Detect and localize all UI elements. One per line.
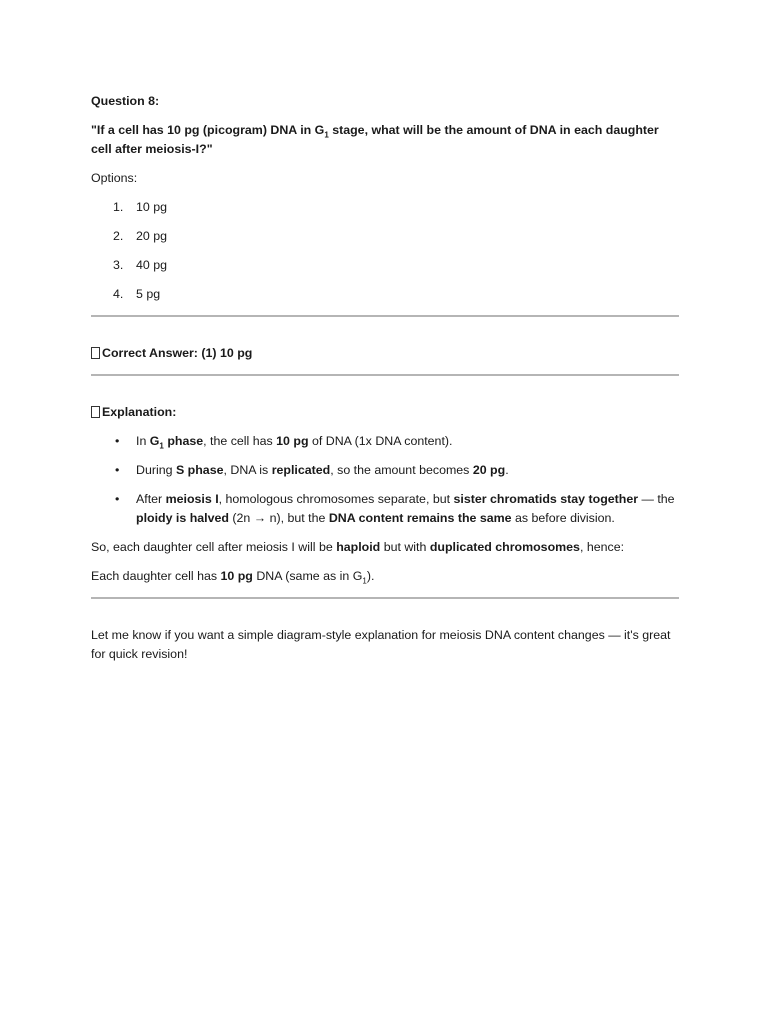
- subscript: 1: [159, 441, 164, 451]
- options-list: [91, 198, 679, 304]
- option-text: 40 pg: [136, 258, 168, 272]
- bullet-dot: •: [115, 463, 120, 477]
- text-run: .: [505, 463, 509, 477]
- final-paragraph: [91, 567, 679, 586]
- bold-run: duplicated chromosomes: [429, 540, 580, 554]
- text-run: DNA (same as in G: [252, 569, 363, 583]
- bold-run: S phase: [175, 463, 224, 477]
- text-run: G: [149, 434, 160, 448]
- text-run: , so the amount becomes: [330, 463, 473, 477]
- option-number: 4.: [113, 287, 124, 301]
- bullet-item: [91, 461, 679, 480]
- text-run: — the: [638, 492, 675, 506]
- text-run: After: [136, 492, 166, 506]
- question-subscript: 1: [324, 130, 329, 140]
- option-item: [91, 227, 679, 246]
- question-text-part: stage, what will be the amount of DNA in each daughter cell after meiosis-I?": [91, 123, 659, 156]
- bullet-item: [91, 490, 679, 528]
- bold-run: 10 pg: [220, 569, 253, 583]
- divider: [91, 315, 679, 317]
- bold-run: haploid: [336, 540, 381, 554]
- explanation-heading-text: Explanation:: [102, 405, 177, 419]
- question-text-part: "If a cell has 10 pg (picogram) DNA in G: [91, 123, 325, 137]
- closing-paragraph: Let me know if you want a simple diagram-style explanation for meiosis DNA content changes — it's great for quick revision!: [91, 628, 671, 661]
- bullet-item: [91, 432, 679, 451]
- bold-run: ploidy is halved: [136, 511, 229, 525]
- question-label: Question 8:: [91, 94, 160, 108]
- book-icon: [91, 406, 100, 418]
- text-run: During: [136, 463, 176, 477]
- bold-run: DNA content remains the same: [328, 511, 512, 525]
- options-label: Options:: [91, 171, 138, 185]
- option-number: 1.: [113, 200, 124, 214]
- option-item: [91, 285, 679, 304]
- text-run: phase: [163, 434, 204, 448]
- text-run: , homologous chromosomes separate, but: [218, 492, 454, 506]
- text-run: but with: [380, 540, 430, 554]
- option-text: 5 pg: [136, 287, 161, 301]
- bold-run: sister chromatids stay together: [453, 492, 639, 506]
- bold-run: [149, 434, 204, 451]
- option-item: [91, 198, 679, 217]
- text-run: , the cell has: [203, 434, 277, 448]
- bold-run: 20 pg: [472, 463, 506, 477]
- option-text: 10 pg: [136, 200, 168, 214]
- bold-run: meiosis I: [165, 492, 219, 506]
- text-run: In: [136, 434, 150, 448]
- option-number: 2.: [113, 229, 124, 243]
- option-item: [91, 256, 679, 275]
- text-run: of DNA (1x DNA content).: [308, 434, 453, 448]
- text-run: ).: [366, 569, 375, 583]
- document-content: [91, 92, 679, 664]
- text-run: Each daughter cell has: [91, 569, 221, 583]
- option-number: 3.: [113, 258, 124, 272]
- text-run: , DNA is: [223, 463, 272, 477]
- text-run: (2n → n), but the: [228, 511, 329, 525]
- bullet-dot: •: [115, 434, 120, 448]
- bold-run: replicated: [271, 463, 331, 477]
- option-text: 20 pg: [136, 229, 168, 243]
- bold-run: 10 pg: [276, 434, 309, 448]
- divider: [91, 374, 679, 376]
- explanation-bullets: [91, 432, 679, 528]
- summary-paragraph: [91, 538, 679, 557]
- divider: [91, 597, 679, 599]
- text-run: as before division.: [511, 511, 615, 525]
- explanation-heading: [91, 403, 679, 422]
- text-run: So, each daughter cell after meiosis I will be: [91, 540, 337, 554]
- correct-answer: [91, 344, 679, 363]
- question-text: [91, 121, 679, 159]
- subscript: 1: [362, 576, 367, 586]
- correct-answer-text: Correct Answer: (1) 10 pg: [102, 346, 253, 360]
- text-run: , hence:: [579, 540, 625, 554]
- bullet-dot: •: [115, 492, 120, 506]
- check-mark-icon: [91, 347, 100, 359]
